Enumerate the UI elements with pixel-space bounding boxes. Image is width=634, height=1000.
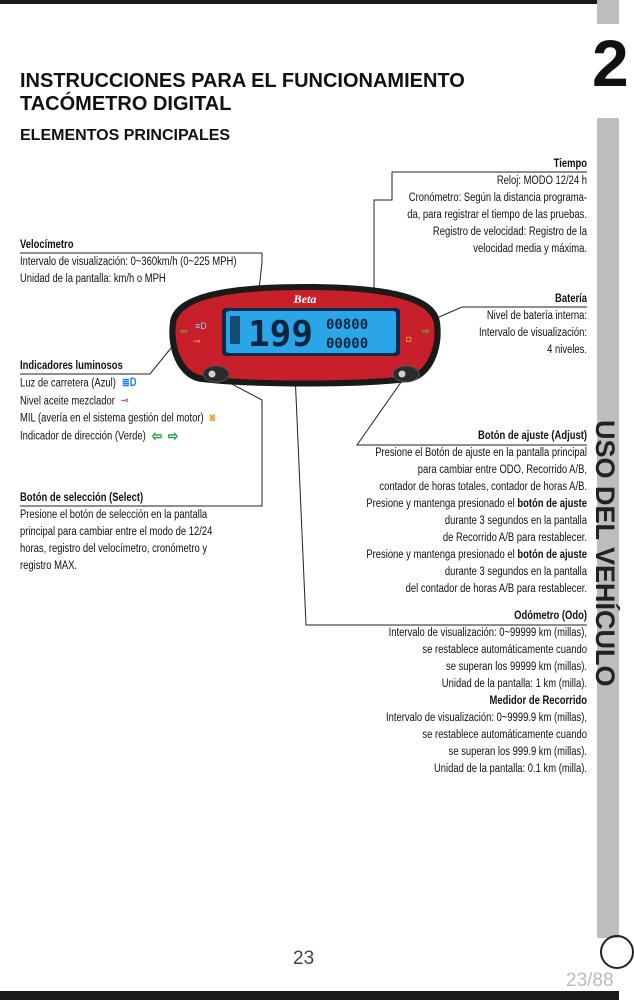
tiempo-line: Reloj: MODO 12/24 h: [496, 175, 587, 187]
odometro-section: [349, 608, 587, 778]
ajuste-line: durante 3 segundos en la pantalla: [444, 515, 587, 527]
dash-right-turn-icon: ⇨: [422, 326, 430, 336]
ajuste-bold: botón de ajuste: [517, 549, 587, 561]
bottom-border: [0, 991, 619, 1000]
seleccion-line: horas, registro del velocímetro, cronómetro y: [20, 543, 208, 555]
lcd-bar: [230, 316, 240, 344]
dash-oil-icon: ⊸: [193, 336, 201, 346]
odometro-title: Odómetro (Odo): [514, 610, 587, 622]
seleccion-title: Botón de selección (Select): [20, 492, 144, 504]
indicador-highbeam: Luz de carretera (Azul): [20, 377, 116, 390]
seleccion-line: registro MAX.: [20, 560, 78, 572]
ajuste-line: del contador de horas A/B para restablecer.: [405, 583, 587, 595]
oil-can-icon: ⊸: [120, 394, 129, 407]
recorrido-line: Intervalo de visualización: 0~9999.9 km (millas),: [385, 712, 587, 724]
seleccion-line: principal para cambiar entre el modo de 12/24: [20, 526, 213, 538]
tiempo-title: Tiempo: [553, 158, 587, 170]
section-subtitle: ELEMENTOS PRINCIPALES: [20, 127, 231, 144]
bateria-line: Nivel de batería interna:: [486, 310, 587, 322]
page-title-line1: INSTRUCCIONES PARA EL FUNCIONAMIENTO: [20, 70, 465, 92]
indicadores-title: Indicadores luminosos: [20, 360, 123, 372]
ajuste-line: Presione y mantenga presionado el: [366, 549, 518, 561]
velocimetro-line: Intervalo de visualización: 0~360km/h (0~225 MPH): [20, 256, 237, 268]
dash-left-turn-icon: ⇦: [180, 326, 188, 336]
lcd-bottom-readout: 00000: [326, 336, 369, 352]
tiempo-section: [366, 156, 587, 258]
left-arrow-icon: ⇦: [151, 427, 163, 445]
odometro-line: se superan los 99999 km (millas).: [446, 661, 587, 673]
ajuste-title: Botón de ajuste (Adjust): [478, 430, 587, 442]
bateria-section: [448, 291, 587, 359]
bateria-title: Batería: [555, 293, 587, 305]
dash-highbeam-icon: ≡D: [195, 321, 207, 331]
page-title-line2: TACÓMETRO DIGITAL: [20, 93, 232, 115]
odometro-line: Unidad de la pantalla: 1 km (milla).: [441, 678, 587, 690]
indicador-turn: Indicador de dirección (Verde): [20, 430, 146, 443]
lcd-speed: 199: [248, 314, 314, 355]
engine-icon: ◙: [209, 412, 216, 425]
indicadores-section: [20, 358, 266, 445]
page-number: 23: [293, 948, 315, 969]
recorrido-line: Unidad de la pantalla: 0.1 km (milla).: [433, 763, 587, 775]
ajuste-line: para cambiar entre ODO, Recorrido A/B,: [417, 464, 587, 476]
ajuste-line: contador de horas totales, contador de horas A/B.: [379, 481, 587, 493]
recorrido-line: se restablece automáticamente cuando: [422, 729, 587, 741]
odometro-line: Intervalo de visualización: 0~99999 km (millas),: [388, 627, 587, 639]
indicador-oil: Nivel aceite mezclador: [20, 395, 115, 408]
chapter-side-label: USO DEL VEHÍCULO: [590, 420, 620, 687]
lcd-top-readout: 00800: [326, 317, 369, 333]
ajuste-line: Presione el Botón de ajuste en la pantalla principal: [375, 447, 587, 459]
recorrido-title: Medidor de Recorrido: [489, 695, 587, 707]
velocimetro-section: [20, 237, 266, 288]
tiempo-line: da, para registrar el tiempo de las pruebas.: [407, 209, 587, 221]
seleccion-section: [20, 490, 266, 575]
adjust-button: [393, 366, 419, 382]
ajuste-line: durante 3 segundos en la pantalla: [444, 566, 587, 578]
recorrido-line: se superan los 999.9 km (millas).: [448, 746, 587, 758]
ajuste-line: Presione y mantenga presionado el: [366, 498, 518, 510]
seleccion-line: Presione el botón de selección en la pantalla: [20, 509, 208, 521]
dash-engine-icon: ◘: [406, 334, 412, 344]
page-counter: 23/88: [566, 970, 614, 991]
bateria-line: Intervalo de visualización:: [479, 327, 587, 339]
velocimetro-line: Unidad de la pantalla: km/h o MPH: [20, 273, 166, 285]
ajuste-bold: botón de ajuste: [517, 498, 587, 510]
highbeam-icon: ≣D: [121, 377, 137, 389]
chapter-number: 2: [592, 26, 629, 100]
corner-tab-icon: [600, 935, 634, 969]
odometro-line: se restablece automáticamente cuando: [422, 644, 587, 656]
indicador-mil: MIL (avería en el sistema gestión del motor): [20, 412, 204, 425]
tiempo-line: Cronómetro: Según la distancia programa-: [408, 192, 587, 204]
ajuste-section: [349, 428, 587, 598]
right-arrow-icon: ⇨: [167, 427, 179, 445]
velocimetro-title: Velocímetro: [20, 239, 74, 251]
ajuste-line: de Recorrido A/B para restablecer.: [442, 532, 587, 544]
bateria-line: 4 niveles.: [547, 344, 587, 356]
brand-logo: Beta: [293, 292, 317, 306]
tiempo-line: Registro de velocidad: Registro de la: [432, 226, 587, 238]
tiempo-line: velocidad media y máxima.: [473, 243, 587, 255]
